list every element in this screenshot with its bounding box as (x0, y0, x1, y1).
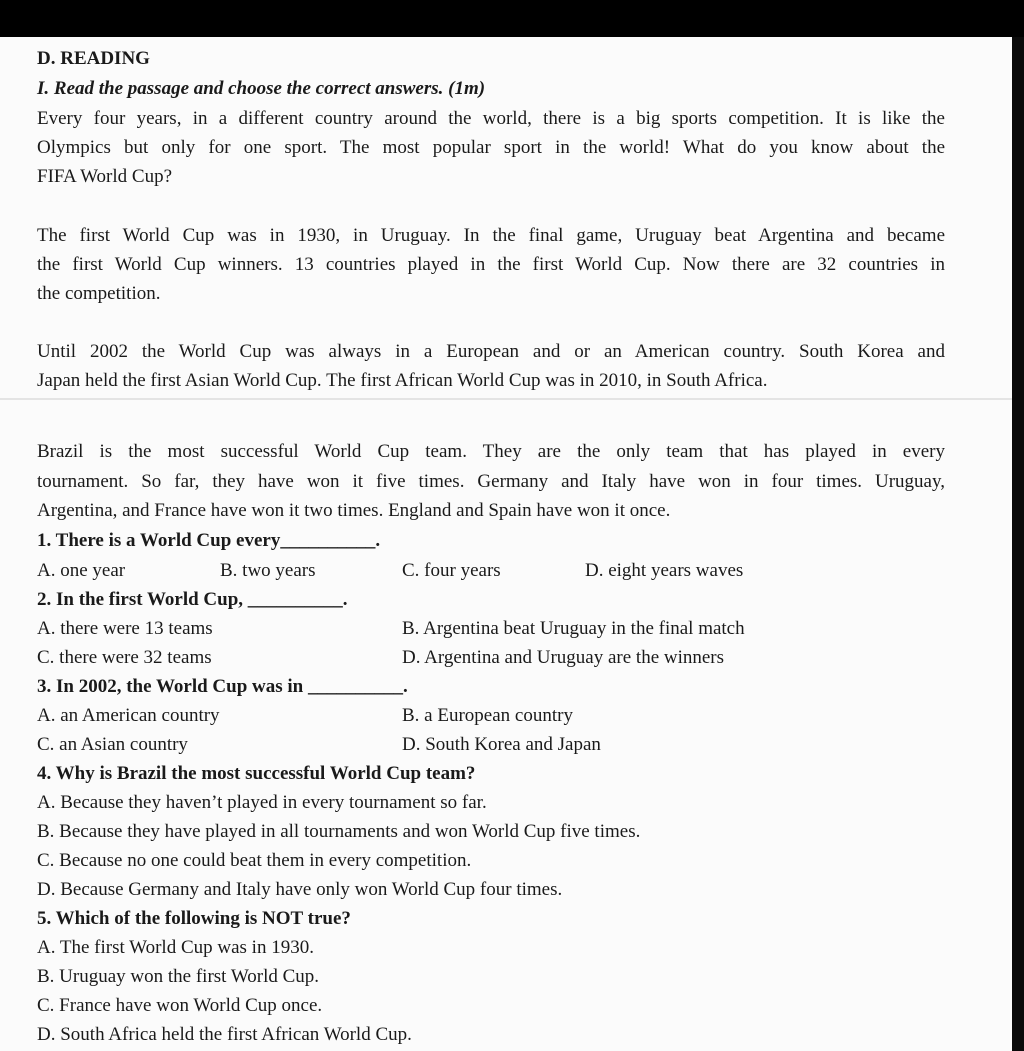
question-5-option-a[interactable]: A. The first World Cup was in 1930. (37, 937, 314, 958)
passage-p3-line-1: Until 2002 the World Cup was always in a European and or an American country. South Korea and (37, 341, 945, 362)
question-5-option-d[interactable]: D. South Africa held the first African World Cup. (37, 1024, 412, 1045)
question-3-stem: 3. In 2002, the World Cup was in __________. (37, 676, 408, 697)
page-seam-divider (0, 398, 1012, 400)
question-2-option-b[interactable]: B. Argentina beat Uruguay in the final match (402, 618, 745, 639)
passage-p2-line-3: the competition. (37, 283, 161, 304)
question-3-option-b[interactable]: B. a European country (402, 705, 573, 726)
question-5-option-b[interactable]: B. Uruguay won the first World Cup. (37, 966, 320, 987)
question-4-option-c[interactable]: C. Because no one could beat them in every competition. (37, 850, 472, 871)
passage-p3-line-2: Japan held the first Asian World Cup. The first African World Cup was in 2010, in South Africa. (37, 370, 768, 391)
question-1-option-b[interactable]: B. two years (220, 560, 316, 581)
passage-p2-line-2: the first World Cup winners. 13 countries played in the first World Cup. Now there are 32 countries in (37, 254, 945, 275)
question-2-option-a[interactable]: A. there were 13 teams (37, 618, 213, 639)
passage-p4-line-3: Argentina, and France have won it two times. England and Spain have won it once. (37, 500, 671, 521)
question-1-option-a[interactable]: A. one year (37, 560, 126, 581)
question-2-option-d[interactable]: D. Argentina and Uruguay are the winners (402, 647, 725, 668)
right-black-edge (1012, 37, 1024, 1051)
question-1-option-d[interactable]: D. eight years waves (585, 560, 744, 581)
question-2-option-c[interactable]: C. there were 32 teams (37, 647, 212, 668)
question-4-option-a[interactable]: A. Because they haven’t played in every tournament so far. (37, 792, 487, 813)
passage-p4-line-2: tournament. So far, they have won it five times. Germany and Italy have won in four times. Uruguay, (37, 471, 945, 492)
question-3-option-c[interactable]: C. an Asian country (37, 734, 188, 755)
question-4-option-b[interactable]: B. Because they have played in all tournaments and won World Cup five times. (37, 821, 641, 842)
question-5-stem: 5. Which of the following is NOT true? (37, 908, 351, 929)
question-4-stem: 4. Why is Brazil the most successful World Cup team? (37, 763, 476, 784)
question-3-option-d[interactable]: D. South Korea and Japan (402, 734, 601, 755)
section-instruction: I. Read the passage and choose the correct answers. (1m) (37, 78, 486, 99)
section-heading: D. READING (37, 48, 150, 69)
question-1-stem: 1. There is a World Cup every__________. (37, 530, 381, 551)
top-black-bar (0, 0, 1024, 37)
passage-p2-line-1: The first World Cup was in 1930, in Uruguay. In the final game, Uruguay beat Argentina and became (37, 225, 945, 246)
passage-p4-line-1: Brazil is the most successful World Cup team. They are the only team that has played in every (37, 441, 945, 462)
passage-p1-line-3: FIFA World Cup? (37, 166, 173, 187)
question-3-option-a[interactable]: A. an American country (37, 705, 220, 726)
question-2-stem: 2. In the first World Cup, __________. (37, 589, 348, 610)
passage-p1-line-2: Olympics but only for one sport. The most popular sport in the world! What do you know about the (37, 137, 945, 158)
question-5-option-c[interactable]: C. France have won World Cup once. (37, 995, 323, 1016)
passage-p1-line-1: Every four years, in a different country around the world, there is a big sports competition. It is like the (37, 108, 945, 129)
question-4-option-d[interactable]: D. Because Germany and Italy have only won World Cup four times. (37, 879, 563, 900)
question-1-option-c[interactable]: C. four years (402, 560, 501, 581)
